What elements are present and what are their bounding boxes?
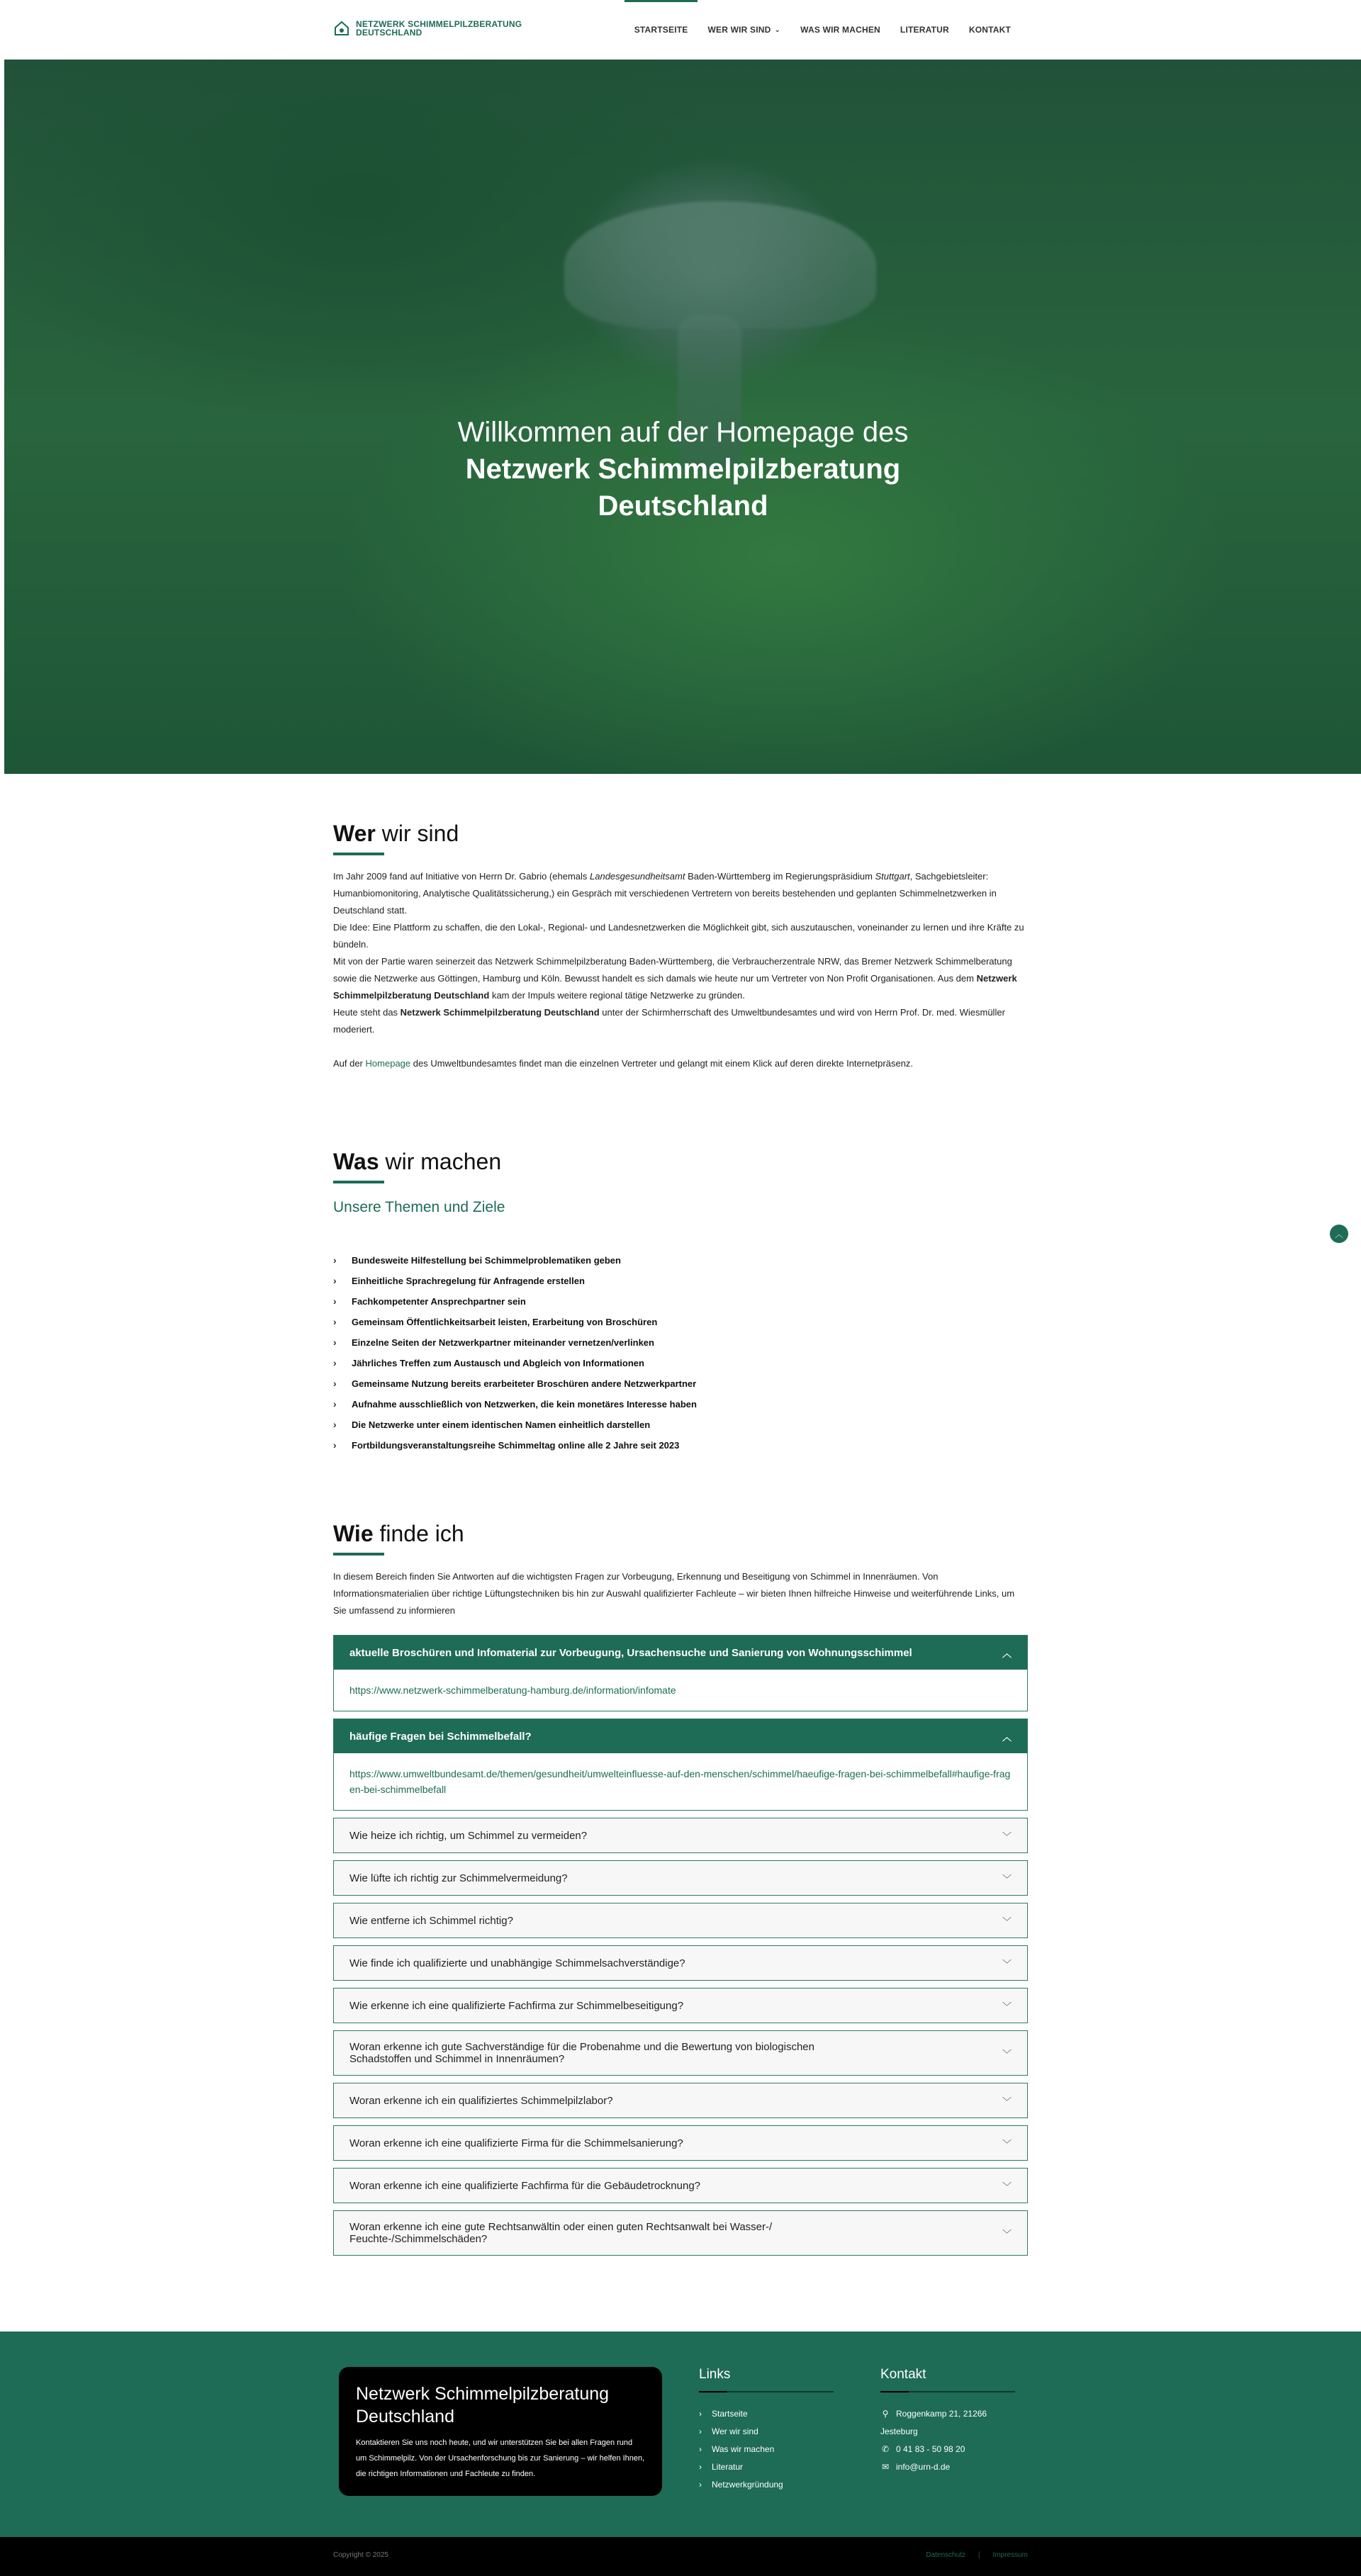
paragraph [333,1055,1028,1072]
title-bold: Wie [333,1521,374,1546]
footer-link-label: Was wir machen [712,2444,775,2454]
goal-text: Einzelne Seiten der Netzwerkpartner miteinander vernetzen/verlinken [352,1337,654,1348]
chevron-right-icon: › [699,2444,702,2454]
accordion-header[interactable] [334,1818,1027,1852]
section-title [333,1521,1028,1547]
logo-text-line1: NETZWERK SCHIMMELPILZBERATUNG [356,19,522,29]
chevron-down-icon: ﹀ [1002,1830,1012,1842]
paragraph [333,1004,1028,1038]
nav-label: WER WIR SIND [707,25,771,35]
paragraph [333,868,1028,919]
datenschutz-link[interactable]: Datenschutz [926,2551,965,2559]
contact-address-city [880,2423,1015,2441]
chevron-right-icon: › [333,1398,337,1410]
footer-link-label: Netzwerkgründung [712,2480,783,2490]
accordion-title: Woran erkenne ich gute Sachverständige für die Probenahme und die Bewertung von biologischen Schadstoffen und Schimmel in Innenräumen? [349,2041,814,2065]
chevron-down-icon: ﹀ [1002,2096,1012,2107]
chevron-down-icon: ⌄ [774,26,781,34]
nav-kontakt[interactable] [959,0,1021,60]
text: , Sachgebietsleiter: Humanbiomonitoring, Analytische Qualitätssicherung,) ein Gespräch mit verschiedenen Vertretern von bereits bestehenden und geplanten Schimmelnetzwerken in Deutschland statt. [333,871,997,916]
homepage-link[interactable]: Homepage [365,1058,411,1069]
text-bold: Netzwerk Schimmelpilzberatung Deutschland [333,973,1017,1001]
address-line1: Roggenkamp 21, 21266 [896,2409,987,2419]
site-header [0,0,1361,60]
footer-link-startseite[interactable] [699,2405,834,2423]
chevron-down-icon: ﹀ [1002,2181,1012,2192]
chevron-right-icon: › [333,1316,337,1327]
accordion-link[interactable]: https://www.umweltbundesamt.de/themen/gesundheit/umwelteinfluesse-auf-den-menschen/schimmel/haeufige-fragen-bei-schimmelbefall#haufige-fragen-bei-schimmelbefall [349,1768,1011,1795]
chevron-right-icon: › [333,1378,337,1389]
accordion-header[interactable] [334,2211,1027,2255]
footer-links [699,2367,834,2494]
chevron-right-icon: › [333,1254,337,1266]
hero-line2: Netzwerk Schimmelpilzberatung [465,454,901,485]
section-was-wir-machen [333,1149,1028,1456]
footer-contact [880,2367,1015,2476]
title-underline [333,1553,384,1556]
title-underline [333,1181,384,1183]
footer-divider [880,2391,1015,2392]
footer-link-label: Literatur [712,2462,744,2472]
separator: | [978,2551,980,2559]
logo-text [356,20,522,37]
accordion-title: Wie lüfte ich richtig zur Schimmelvermeidung? [349,1872,568,1884]
wie-intro: In diesem Bereich finden Sie Antworten auf die wichtigsten Fragen zur Vorbeugung, Erkennung und Beseitigung von Schimmel in Innenräumen. Von Informationsmaterialien über richtige Lüftungstechniken bis hin zur Auswahl qualifizierter Fachleute – wir bieten Ihnen hilfreiche Hinweise und weiterführende Links, um Sie umfassend zu informieren [333,1571,1015,1616]
section-title [333,1149,1028,1175]
text-italic: Landesgesundheitsamt [590,871,685,882]
title-bold: Wer [333,821,376,846]
nav-wer-wir-sind[interactable] [698,0,790,60]
wer-text [333,868,1028,1072]
accordion-header[interactable] [334,2169,1027,2203]
text: Mit von der Partie waren seinerzeit das Netzwerk Schimmelpilzberatung Baden-Württemberg, die Verbraucherzentrale NRW, das Bremer Netzwerk Schimmelberatung sowie die Netzwerke aus Göttingen, Hamburg und Köln. Bewusst handelt es sich damals wie heute nur um Vertreter von Non Profit Organisationen. Aus dem [333,956,1012,984]
chevron-up-icon: ︿ [1334,1229,1343,1239]
hero-banner [4,60,1361,774]
address-line2: Jesteburg [880,2426,918,2436]
footer-links-title: Links [699,2367,731,2382]
chevron-down-icon: ﹀ [1002,1873,1012,1884]
section-wer-wir-sind [333,821,1028,1072]
goal-text: Jährliches Treffen zum Austausch und Abgleich von Informationen [352,1358,644,1368]
accordion-item [333,1860,1028,1896]
envelope-icon: ✉ [881,2462,890,2472]
list-item [333,1353,1028,1373]
main-nav [625,0,1021,60]
chevron-right-icon: › [699,2426,702,2436]
footer-divider [699,2391,834,2392]
house-logo-icon [333,20,350,37]
list-item [333,1414,1028,1435]
text: Baden-Württemberg im Regierungspräsidium [685,871,875,882]
chevron-down-icon: ﹀ [1002,1916,1012,1927]
chevron-down-icon: ﹀ [1002,2228,1012,2239]
scroll-to-top-button[interactable] [1330,1225,1348,1243]
goal-text: Gemeinsame Nutzung bereits erarbeiteter Broschüren andere Netzwerkpartner [352,1378,697,1389]
nav-literatur[interactable] [890,0,959,60]
chevron-right-icon: › [333,1337,337,1348]
accordion-item [333,1945,1028,1981]
accordion-item [333,1988,1028,2023]
accordion-item [333,2125,1028,2161]
paragraph [333,953,1028,1004]
title-rest: wir sind [375,821,459,846]
chevron-right-icon: › [333,1295,337,1307]
text: Auf der [333,1058,366,1069]
chevron-down-icon: ﹀ [1002,2048,1012,2059]
section-subtitle: Unsere Themen und Ziele [333,1199,505,1215]
accordion-item [333,1635,1028,1711]
footer-links-list [699,2405,834,2494]
accordion-item [333,2168,1028,2203]
chevron-right-icon: › [333,1357,337,1368]
copyright: Copyright © 2025 [333,2551,388,2559]
footer-card [339,2367,662,2496]
nav-startseite[interactable] [625,0,698,60]
goal-text: Aufnahme ausschließlich von Netzwerken, die kein monetäres Interesse haben [352,1399,697,1410]
footer-card-text: Kontaktieren Sie uns noch heute, und wir unterstützen Sie bei allen Fragen rund um Schimmelpilz. Von der Ursachenforschung bis zur Sanierung – wir helfen Ihnen, die richtigen Informationen und Fachleute zu finden. [356,2439,645,2478]
chevron-right-icon: › [699,2480,702,2490]
faq-accordion [333,1635,1028,2256]
list-item [333,1373,1028,1394]
nav-was-wir-machen[interactable] [790,0,890,60]
text: unter der Schirmherrschaft des Umweltbundesamtes und wird von Herrn Prof. Dr. med. Wiesmüller moderiert. [333,1007,1005,1035]
contact-email[interactable] [880,2458,1015,2476]
chevron-up-icon: ︿ [1002,1648,1012,1659]
accordion-item [333,2030,1028,2076]
list-item [333,1394,1028,1414]
chevron-right-icon: › [333,1439,337,1451]
accordion-title: Wie finde ich qualifizierte und unabhängige Schimmelsachverständige? [349,1957,685,1969]
chevron-right-icon: › [699,2462,702,2472]
text: kam der Impuls weitere regional tätige Netzwerke zu gründen. [489,990,745,1001]
list-item [333,1291,1028,1312]
accordion-item [333,1818,1028,1853]
accordion-header[interactable] [334,1903,1027,1937]
text: des Umweltbundesamtes findet man die einzelnen Vertreter und gelangt mit einem Klick auf deren direkte Internetpräsenz. [410,1058,914,1069]
footer-link-label: Startseite [712,2409,748,2419]
list-item [333,1332,1028,1353]
legal-links [926,2551,1028,2559]
text-bold: Netzwerk Schimmelpilzberatung Deutschland [400,1007,600,1018]
logo-text-line2: DEUTSCHLAND [356,28,422,38]
nav-label: WAS WIR MACHEN [800,25,880,35]
chevron-down-icon: ﹀ [1002,1958,1012,1969]
goal-text: Fachkompetenter Ansprechpartner sein [352,1296,526,1307]
goal-text: Fortbildungsveranstaltungsreihe Schimmeltag online alle 2 Jahre seit 2023 [352,1440,680,1451]
accordion-item [333,2083,1028,2118]
footer-link-was-wir-machen[interactable] [699,2441,834,2458]
section-title [333,821,1028,847]
accordion-link[interactable]: https://www.netzwerk-schimmelberatung-hamburg.de/information/infomate [349,1684,676,1696]
accordion-title: Wie entferne ich Schimmel richtig? [349,1914,513,1927]
footer-link-wer-wir-sind[interactable] [699,2423,834,2441]
accordion-header[interactable] [334,1989,1027,2023]
accordion-title: Wie heize ich richtig, um Schimmel zu vermeiden? [349,1829,588,1842]
title-bold: Was [333,1149,379,1174]
list-item [333,1435,1028,1456]
footer-bottom-bar [0,2537,1361,2576]
nav-label: LITERATUR [900,25,949,35]
footer-contact-title: Kontakt [880,2367,926,2382]
accordion-item [333,1719,1028,1811]
accordion-item [333,1903,1028,1938]
accordion-header[interactable] [334,2083,1027,2117]
goal-text: Bundesweite Hilfestellung bei Schimmelproblematiken geben [352,1255,621,1266]
footer-link-literatur[interactable] [699,2458,834,2476]
chevron-right-icon: › [333,1275,337,1286]
accordion-title: aktuelle Broschüren und Infomaterial zur Vorbeugung, Ursachensuche und Sanierung von Wohnungsschimmel [349,1646,912,1659]
text: Im Jahr 2009 fand auf Initiative von Herrn Dr. Gabrio (ehemals [333,871,590,882]
phone-number: 0 41 83 - 50 98 20 [896,2444,965,2454]
list-item [333,1312,1028,1332]
accordion-title: häufige Fragen bei Schimmelbefall? [349,1730,532,1743]
chevron-right-icon: › [699,2409,702,2419]
goal-text: Die Netzwerke unter einem identischen Namen einheitlich darstellen [352,1419,651,1430]
contact-address [880,2405,1015,2423]
goals-list [333,1250,1028,1456]
chevron-up-icon: ︿ [1002,1731,1012,1743]
accordion-header[interactable] [334,1861,1027,1895]
accordion-title: Woran erkenne ich eine gute Rechtsanwältin oder einen guten Rechtsanwalt bei Wasser-/ Feuchte-/Schimmelschäden? [349,2221,773,2245]
text: Heute steht das [333,1007,401,1018]
nav-label: STARTSEITE [634,25,688,35]
contact-phone[interactable] [880,2441,1015,2458]
mushroom-image-cap [564,201,876,329]
accordion-body [334,1753,1027,1810]
title-underline [333,853,384,855]
title-rest: wir machen [379,1149,502,1174]
accordion-title: Woran erkenne ich ein qualifiziertes Schimmelpilzlabor? [349,2094,613,2107]
footer-contact-list [880,2405,1015,2476]
hero-heading [4,414,1361,524]
paragraph: Die Idee: Eine Plattform zu schaffen, die den Lokal-, Regional- und Landesnetzwerken die Möglichkeit gibt, sich auszutauschen, voneinander zu lernen und ihre Kräfte zu bündeln. [333,922,1024,950]
phone-icon: ✆ [881,2444,890,2454]
accordion-title: Wie erkenne ich eine qualifizierte Fachfirma zur Schimmelbeseitigung? [349,1999,684,2012]
chevron-down-icon: ﹀ [1002,2001,1012,2012]
accordion-body [334,1670,1027,1711]
accordion-header[interactable] [334,1636,1027,1670]
footer-card-title: Netzwerk Schimmelpilzberatung Deutschland [356,2384,610,2426]
list-item [333,1250,1028,1271]
goal-text: Gemeinsam Öffentlichkeitsarbeit leisten, Erarbeitung von Broschüren [352,1317,658,1327]
goal-text: Einheitliche Sprachregelung für Anfragende erstellen [352,1276,585,1286]
hero-line1: Willkommen auf der Homepage des [457,417,909,448]
email-address: info@urn-d.de [896,2462,951,2472]
chevron-right-icon: › [333,1419,337,1430]
accordion-item [333,2210,1028,2256]
site-footer [0,2332,1361,2537]
hero-line3: Deutschland [598,490,768,522]
accordion-title: Woran erkenne ich eine qualifizierte Firma für die Schimmelsanierung? [349,2137,683,2149]
accordion-header[interactable] [334,2126,1027,2160]
footer-link-netzwerkgruendung[interactable] [699,2476,834,2494]
accordion-header[interactable] [334,1946,1027,1980]
title-rest: finde ich [373,1521,464,1546]
accordion-title: Woran erkenne ich eine qualifizierte Fachfirma für die Gebäudetrocknung? [349,2179,700,2192]
text-italic: Stuttgart [875,871,910,882]
nav-label: KONTAKT [968,25,1011,35]
accordion-header[interactable] [334,2031,1027,2075]
section-wie-finde-ich [333,1521,1028,2256]
chevron-down-icon: ﹀ [1002,2138,1012,2149]
site-logo[interactable] [333,20,522,37]
accordion-header[interactable] [334,1719,1027,1753]
footer-link-label: Wer wir sind [712,2426,758,2436]
list-item [333,1271,1028,1291]
location-pin-icon: ⚲ [882,2409,889,2419]
impressum-link[interactable]: Impressum [992,2551,1028,2559]
